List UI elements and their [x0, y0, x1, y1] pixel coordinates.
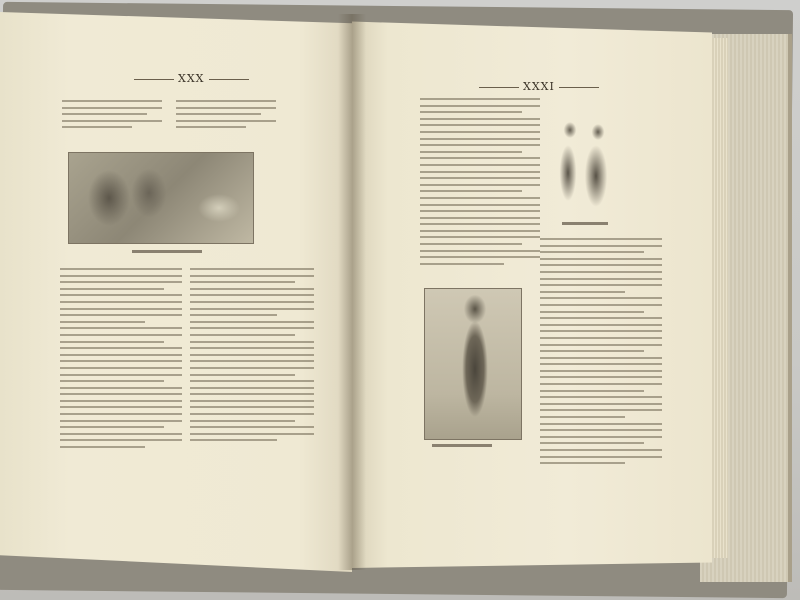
book-gutter: [338, 14, 366, 570]
right-top-text-column: [420, 98, 540, 269]
left-text-column-2: [190, 268, 314, 446]
left-top-text-col2: [176, 100, 276, 133]
saints-drawing-illustration: [548, 118, 616, 218]
right-page-header: [475, 80, 603, 93]
left-text-column-1: [60, 268, 182, 453]
right-page-number: XXXI: [523, 80, 555, 93]
statue-photograph-illustration: [424, 288, 522, 440]
drawing-caption: [562, 222, 608, 225]
sketch-illustration: [68, 152, 254, 244]
left-top-text-col1: [62, 100, 162, 133]
photo-caption: [432, 444, 492, 447]
left-page-header: [130, 72, 253, 85]
sketch-caption: [132, 250, 202, 253]
right-lower-text-column: [540, 238, 662, 469]
left-page-number: XXX: [178, 72, 205, 85]
